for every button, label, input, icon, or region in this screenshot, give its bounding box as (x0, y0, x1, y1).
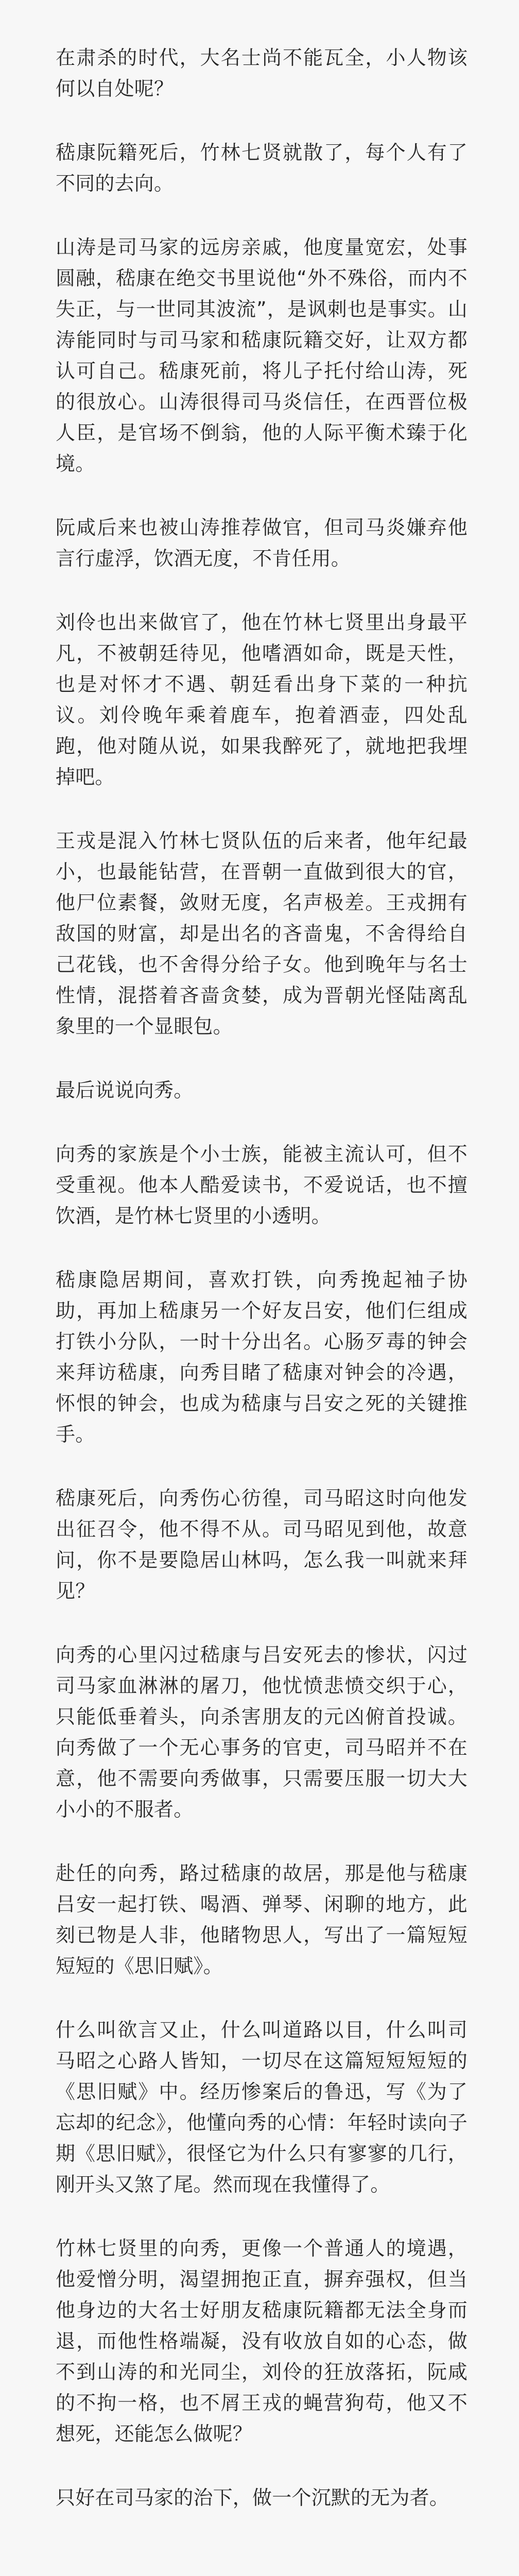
paragraph: 赴任的向秀，路过嵇康的故居，那是他与嵇康吕安一起打铁、喝酒、弹琴、闲聊的地方，此刻已物是人非，他睹物思人，写出了一篇短短短短的《思旧赋》。 (56, 1862, 468, 1977)
paragraph: 嵇康死后，向秀伤心彷徨，司马昭这时向他发出征召令，他不得不从。司马昭见到他，故意问，你不是要隐居山林吗，怎么我一叫就来拜见？ (56, 1487, 468, 1602)
paragraph: 在肃杀的时代，大名士尚不能瓦全，小人物该何以自处呢？ (56, 46, 468, 100)
paragraph: 嵇康阮籍死后，竹林七贤就散了，每个人有了不同的去向。 (56, 141, 468, 195)
paragraph: 嵇康隐居期间，喜欢打铁，向秀挽起袖子协助，再加上嵇康另一个好友吕安，他们仨组成打铁小分队，一时十分出名。心肠歹毒的钟会来拜访嵇康，向秀目睹了嵇康对钟会的冷遇，怀恨的钟会，也成为嵇康与吕安之死的关键推手。 (56, 1268, 468, 1446)
paragraph: 向秀的心里闪过嵇康与吕安死去的惨状，闪过司马家血淋淋的屠刀，他忧愤悲愤交织于心，只能低垂着头，向杀害朋友的元凶俯首投诚。向秀做了一个无心事务的官吏，司马昭并不在意，他不需要向秀做事，只需要压服一切大大小小的不服者。 (56, 1643, 468, 1821)
paragraph: 向秀的家族是个小士族，能被主流认可，但不受重视。他本人酷爱读书，不爱说话，也不擅饮酒，是竹林七贤里的小透明。 (56, 1143, 468, 1227)
paragraph: 只好在司马家的治下，做一个沉默的无为者。 (56, 2486, 449, 2509)
paragraph: 刘伶也出来做官了，他在竹林七贤里出身最平凡，不被朝廷待见，他嗜酒如命，既是天性，也是对怀才不遇、朝廷看出身下菜的一种抗议。刘伶晚年乘着鹿车，抱着酒壶，四处乱跑，他对随从说，如果我醉死了，就地把我埋掉吧。 (56, 611, 468, 788)
paragraph: 竹林七贤里的向秀，更像一个普通人的境遇，他爱憎分明，渴望拥抱正直，摒弃强权，但当他身边的大名士好朋友嵇康阮籍都无法全身而退，而他性格端凝，没有收放自如的心态，做不到山涛的和光同尘，刘伶的狂放落拓，阮咸的不拘一格，也不屑王戎的蝇营狗苟，他又不想死，还能怎么做呢？ (56, 2237, 468, 2445)
paragraph: 阮咸后来也被山涛推荐做官，但司马炎嫌弃他言行虚浮，饮酒无度，不肯任用。 (56, 516, 468, 570)
paragraph: 最后说说向秀。 (56, 1079, 194, 1101)
paragraph: 王戎是混入竹林七贤队伍的后来者，他年纪最小，也最能钻营，在晋朝一直做到很大的官，他尸位素餐，敛财无度，名声极差。王戎拥有敌国的财富，却是出名的吝啬鬼，不舍得给自己花钱，也不舍得分给子女。他到晚年与名士性情，混搭着吝啬贪婪，成为晋朝光怪陆离乱象里的一个显眼包。 (56, 829, 468, 1038)
paragraph: 山涛是司马家的远房亲戚，他度量宽宏，处事圆融，嵇康在绝交书里说他“外不殊俗，而内不失正，与一世同其波流”，是讽刺也是事实。山涛能同时与司马家和嵇康阮籍交好，让双方都认可自己。嵇康死前，将儿子托付给山涛，死的很放心。山涛很得司马炎信任，在西晋位极人臣，是官场不倒翁，他的人际平衡术臻于化境。 (56, 236, 468, 475)
article-body (56, 42, 468, 2546)
paragraph: 什么叫欲言又止，什么叫道路以目，什么叫司马昭之心路人皆知，一切尽在这篇短短短短的《思旧赋》中。经历惨案后的鲁迅，写《为了忘却的纪念》，他懂向秀的心情：年轻时读向子期《思旧赋》，很怪它为什么只有寥寥的几行，刚开头又煞了尾。然而现在我懂得了。 (56, 2019, 468, 2196)
